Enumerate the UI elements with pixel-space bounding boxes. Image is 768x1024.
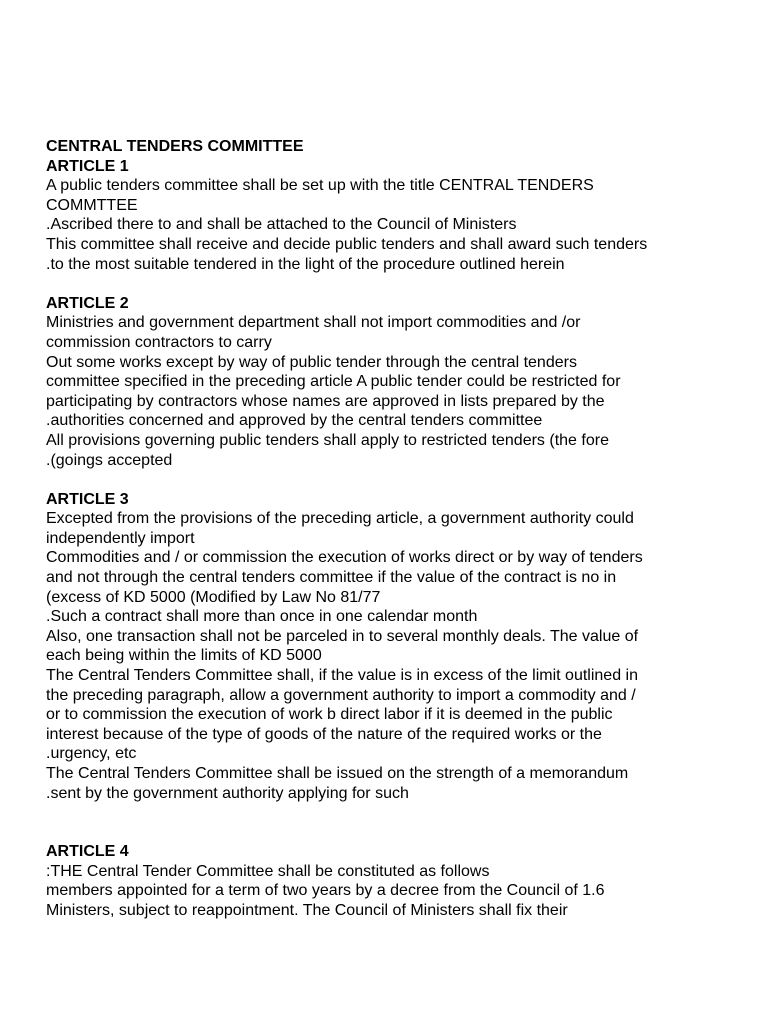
article-3-line: .sent by the government authority applying for such (46, 784, 409, 802)
document-title: CENTRAL TENDERS COMMITTEE (46, 138, 304, 155)
article-3-line: each being within the limits of KD 5000 (46, 647, 322, 665)
paragraph-gap (46, 803, 762, 842)
article-1-line: This committee shall receive and decide public tenders and shall award such tenders (46, 235, 648, 253)
article-3-line: Also, one transaction shall not be parceled in to several monthly deals. The value of (46, 627, 639, 645)
article-3-line: and not through the central tenders committee if the value of the contract is no in (46, 569, 617, 587)
article-3-line: The Central Tenders Committee shall be issued on the strength of a memorandum (46, 765, 629, 782)
article-2-line: committee specified in the preceding article A public tender could be restricted for (46, 373, 621, 391)
paragraph-gap (46, 274, 762, 294)
article-2-line: Ministries and government department shall not import commodities and /or (46, 314, 581, 332)
article-2-line: All provisions governing public tenders shall apply to restricted tenders (the fore (46, 431, 609, 449)
article-3-line: independently import (46, 529, 195, 547)
article-1-heading: ARTICLE 1 (46, 157, 129, 175)
article-4-line: Ministers, subject to reappointment. The Council of Ministers shall fix their (46, 901, 568, 919)
article-2-line: commission contractors to carry (46, 333, 272, 351)
article-4-line: members appointed for a term of two years by a decree from the Council of 1.6 (46, 882, 605, 900)
article-1-line: A public tenders committee shall be set up with the title CENTRAL TENDERS (46, 177, 594, 195)
article-4-line: :THE Central Tender Committee shall be constituted as follows (46, 862, 490, 880)
article-1-line: .Ascribed there to and shall be attached to the Council of Ministers (46, 216, 517, 234)
article-2-line: .(goings accepted (46, 451, 173, 469)
article-2-line: .authorities concerned and approved by the central tenders committee (46, 412, 543, 430)
paragraph-gap (46, 470, 762, 490)
article-3-line: Excepted from the provisions of the preceding article, a government authority could (46, 510, 634, 528)
article-3-line: or to commission the execution of work b direct labor if it is deemed in the public (46, 706, 613, 724)
article-2-line: participating by contractors whose names are approved in lists prepared by the (46, 392, 605, 410)
article-3-line: Commodities and / or commission the execution of works direct or by way of tenders (46, 549, 643, 567)
article-4-heading: ARTICLE 4 (46, 843, 129, 861)
article-3-heading: ARTICLE 3 (46, 490, 129, 508)
article-3-line: The Central Tenders Committee shall, if the value is in excess of the limit outlined in (46, 667, 638, 685)
article-2-heading: ARTICLE 2 (46, 294, 129, 312)
article-3-line: (excess of KD 5000 (Modified by Law No 81/77 (46, 588, 381, 606)
article-2-line: Out some works except by way of public tender through the central tenders (46, 353, 577, 371)
article-3-line: .Such a contract shall more than once in one calendar month (46, 608, 478, 626)
article-3-line: interest because of the type of goods of the nature of the required works or the (46, 725, 602, 743)
article-3-line: the preceding paragraph, allow a government authority to import a commodity and / (46, 686, 636, 704)
article-3-line: .urgency, etc (46, 745, 137, 763)
article-1-line: .to the most suitable tendered in the light of the procedure outlined herein (46, 255, 565, 273)
article-1-line: COMMTTEE (46, 196, 138, 214)
document-page (46, 137, 762, 921)
